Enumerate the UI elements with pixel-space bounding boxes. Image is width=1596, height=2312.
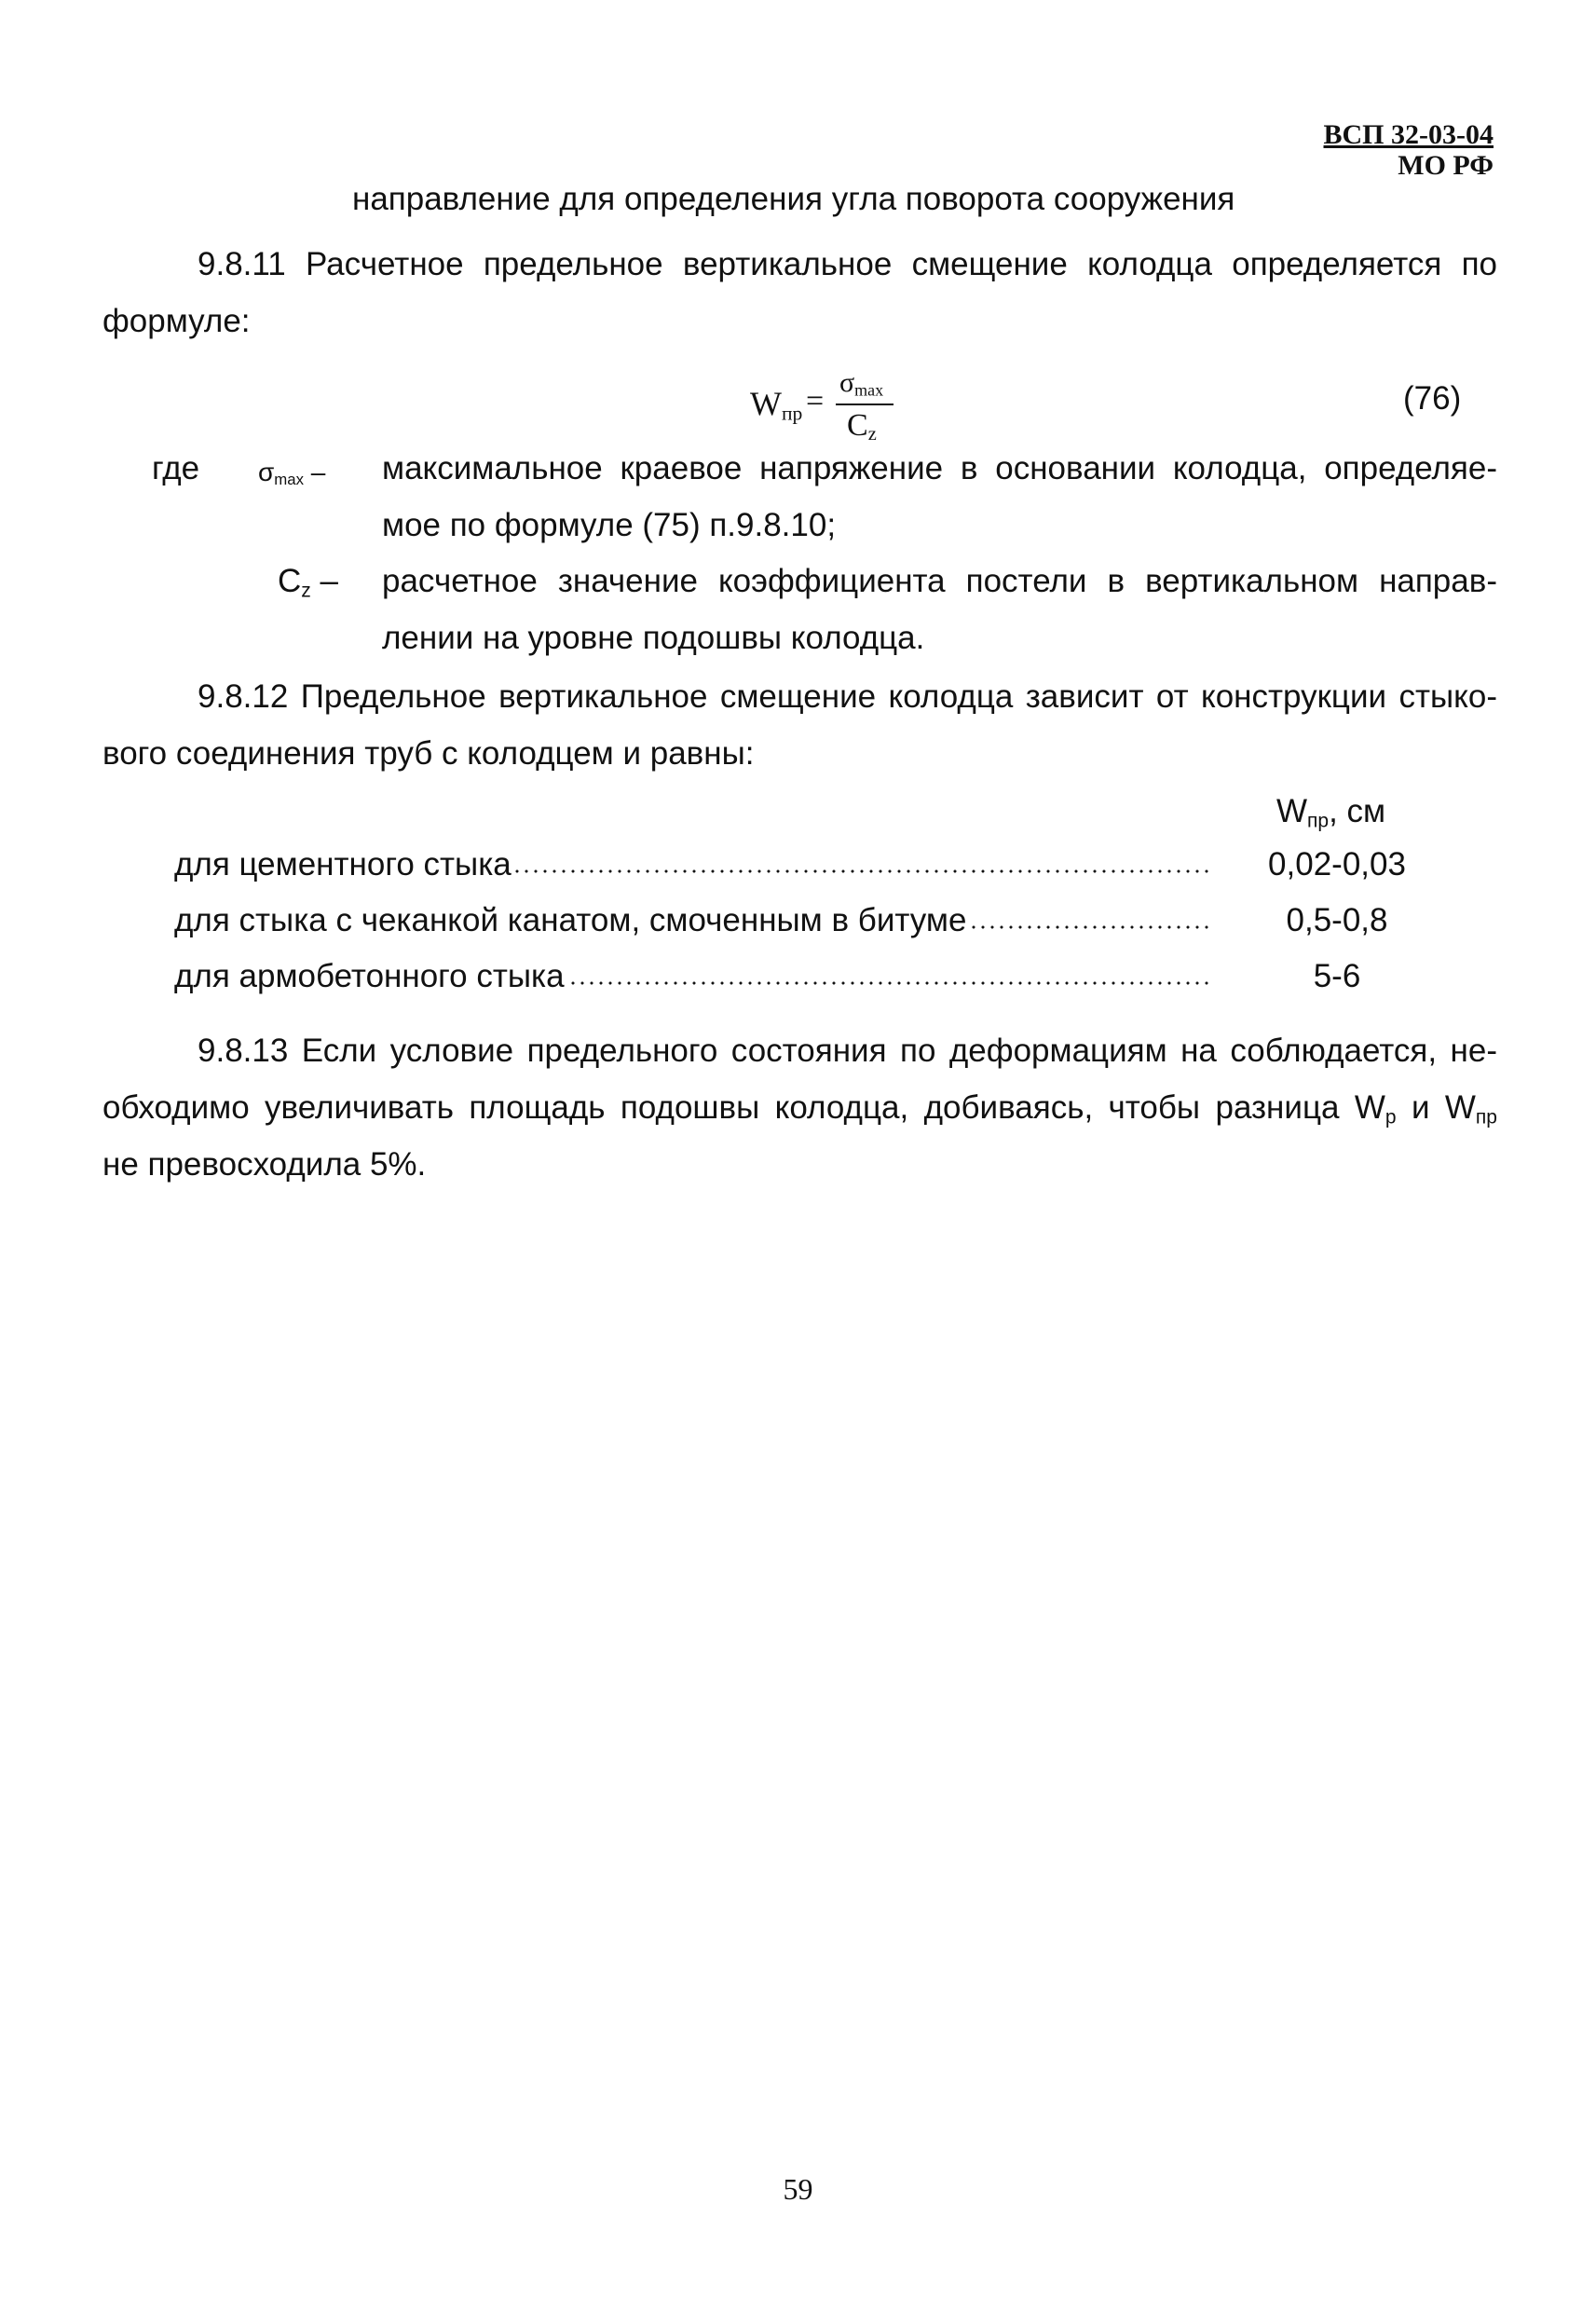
table-row-label: для цементного стыка bbox=[174, 846, 512, 882]
where-sigma-line2: мое по формуле (75) п.9.8.10; bbox=[382, 507, 837, 543]
where-sigma-line1: максимальное краевое напряжение в основании колодца, определяе- bbox=[382, 450, 1497, 486]
ministry-label: МО РФ bbox=[1398, 150, 1494, 181]
leader-dots bbox=[512, 869, 1211, 874]
formula-numerator: $\sigma_{max}$ bbox=[839, 367, 884, 400]
table-row-value: 0,02-0,03 bbox=[1268, 846, 1406, 882]
where-symbol-sigma: $\sigma_{max}$ – bbox=[258, 458, 326, 489]
para-9-8-13-line1: 9.8.13 Если условие предельного состояния по деформациям на соблюдается, не- bbox=[198, 1033, 1497, 1069]
para-9-8-13-line2: обходимо увеличивать площадь подошвы колодца, добиваясь, чтобы разница $W_р$ и $W_{пр}$ bbox=[102, 1089, 1497, 1129]
formula-76 bbox=[750, 367, 936, 455]
document-code: ВСП 32-03-04 bbox=[1323, 119, 1494, 150]
intro-line: направление для определения угла поворота сооружения bbox=[352, 181, 1235, 217]
fraction-bar bbox=[836, 404, 893, 405]
formula-number: (76) bbox=[1403, 380, 1462, 417]
leader-dots bbox=[969, 924, 1211, 930]
where-cz-line1: расчетное значение коэффициента постели в вертикальном направ- bbox=[382, 563, 1497, 599]
where-symbol-cz: $C_z$ – bbox=[278, 563, 338, 602]
table-header: $W_{пр}$, см bbox=[1276, 793, 1386, 832]
document-header bbox=[1324, 119, 1494, 181]
formula-equals: = bbox=[806, 384, 825, 418]
leader-dots bbox=[568, 980, 1211, 986]
table-row-value: 0,5-0,8 bbox=[1286, 902, 1388, 938]
formula-denominator: $C_z$ bbox=[847, 408, 877, 445]
where-cz-line2: лении на уровне подошвы колодца. bbox=[382, 620, 925, 656]
para-9-8-11-line2: формуле: bbox=[102, 303, 251, 339]
para-9-8-13-line3: не превосходила 5%. bbox=[102, 1146, 427, 1183]
para-9-8-11-line1: 9.8.11 Расчетное предельное вертикальное смещение колодца определяется по bbox=[198, 246, 1497, 282]
where-word: где bbox=[152, 450, 200, 486]
table-row-value: 5-6 bbox=[1313, 958, 1361, 994]
para-9-8-12-line2: вого соединения труб с колодцем и равны: bbox=[102, 735, 755, 772]
table-row-label: для армобетонного стыка bbox=[174, 958, 565, 994]
formula-lhs: $W_{пр}$ bbox=[750, 385, 803, 425]
para-9-8-12-line1: 9.8.12 Предельное вертикальное смещение колодца зависит от конструкции стыко- bbox=[198, 678, 1497, 715]
page-number: 59 bbox=[783, 2172, 813, 2206]
table-row-label: для стыка с чеканкой канатом, смоченным в битуме bbox=[174, 902, 967, 938]
